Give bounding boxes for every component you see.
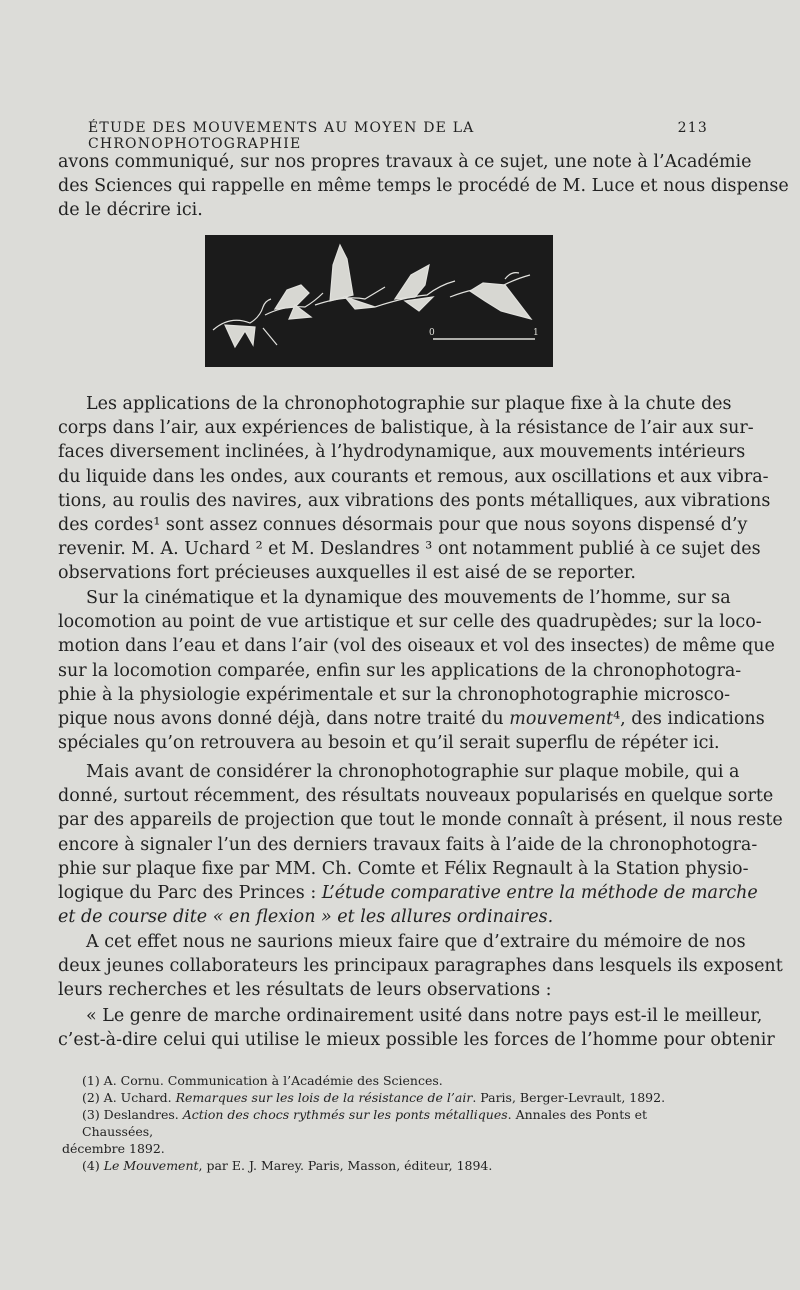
italic-run: et de course dite « en flexion » et les allures ordinaires. bbox=[58, 907, 554, 928]
text-run: , par E. J. Marey. Paris, Masson, éditeur, 1894. bbox=[198, 1158, 493, 1173]
text-line: encore à signaler l’un des derniers travaux faits à l’aide de la chronophotogra- bbox=[58, 834, 758, 855]
text-line: A cet effet nous ne saurions mieux faire que d’extraire du mémoire de nos bbox=[86, 932, 746, 952]
italic-run: Le Mouvement bbox=[103, 1158, 199, 1173]
text-line: phie à la physiologie expérimentale et sur la chronophotographie microsco- bbox=[58, 684, 731, 705]
chronophotograph-figure bbox=[205, 235, 553, 367]
footnote-4 bbox=[62, 1157, 722, 1174]
text-line bbox=[58, 707, 765, 731]
text-line: corps dans l’air, aux expériences de balistique, à la résistance de l’air aux sur- bbox=[58, 418, 754, 439]
text-line: « Le genre de marche ordinairement usité dans notre pays est-il le meilleur, bbox=[86, 1006, 763, 1026]
text-run: (3) Deslandres. bbox=[82, 1107, 183, 1122]
footnote-2 bbox=[62, 1089, 722, 1106]
text-line: revenir. M. A. Uchard ² et M. Deslandres ³ ont notamment publié à ce sujet des bbox=[58, 539, 761, 560]
footnote-3-continuation: décembre 1892. bbox=[62, 1141, 165, 1156]
text-run: (2) A. Uchard. bbox=[82, 1090, 176, 1105]
running-title: ÉTUDE DES MOUVEMENTS AU MOYEN DE LA CHRONOPHOTOGRAPHIE bbox=[88, 120, 475, 152]
text-line: motion dans l’eau et dans l’air (vol des oiseaux et vol des insectes) de même que bbox=[58, 636, 775, 657]
italic-run: Remarques sur les lois de la résistance de l’air bbox=[175, 1090, 473, 1105]
paragraph-a-cet-effet bbox=[58, 930, 783, 1003]
footnote-3 bbox=[62, 1106, 722, 1140]
text-line: du liquide dans les ondes, aux courants et remous, aux oscillations et aux vibra- bbox=[58, 466, 769, 487]
text-run: logique du Parc des Princes : bbox=[58, 883, 322, 904]
intro-paragraph bbox=[58, 150, 789, 223]
paragraph-cinematique bbox=[58, 586, 775, 755]
scale-end-label: 1 bbox=[533, 328, 539, 338]
text-run: ⁴, des indications bbox=[613, 709, 765, 730]
text-line bbox=[58, 881, 758, 905]
text-line: sur la locomotion comparée, enfin sur les applications de la chronophotogra- bbox=[58, 660, 742, 681]
text-line: donné, surtout récemment, des résultats nouveaux popularisés en quelque sorte bbox=[58, 786, 774, 807]
text-line: tions, au roulis des navires, aux vibrations des ponts métalliques, aux vibrations bbox=[58, 490, 771, 511]
text-line: spéciales qu’on retrouvera au besoin et qu’il serait superflu de répéter ici. bbox=[58, 733, 720, 754]
running-header bbox=[88, 120, 708, 152]
scale-start-label: 0 bbox=[429, 328, 435, 338]
text-run: . Paris, Berger-Levrault, 1892. bbox=[472, 1090, 666, 1105]
page-number: 213 bbox=[677, 120, 708, 136]
text-line bbox=[58, 905, 712, 929]
footnote-1: (1) A. Cornu. Communication à l’Académie des Sciences. bbox=[82, 1073, 443, 1088]
text-line: Les applications de la chronophotographie sur plaque fixe à la chute des bbox=[86, 394, 732, 414]
text-run: . Annales des Ponts et Chaussées, bbox=[82, 1107, 648, 1139]
footnotes bbox=[62, 1072, 722, 1174]
text-line: faces diversement inclinées, à l’hydrodynamique, aux mouvements intérieurs bbox=[58, 442, 746, 463]
text-line: locomotion au point de vue artistique et sur celle des quadrupèdes; sur la loco- bbox=[58, 612, 762, 633]
text-line: c’est-à-dire celui qui utilise le mieux possible les forces de l’homme pour obtenir bbox=[58, 1030, 775, 1051]
text-line: par des appareils de projection que tout le monde connaît à présent, il nous reste bbox=[58, 810, 783, 831]
text-line: des cordes¹ sont assez connues désormais pour que nous soyons dispensé d’y bbox=[58, 515, 748, 536]
text-line: des Sciences qui rappelle en même temps le procédé de M. Luce et nous dispense bbox=[58, 176, 789, 197]
italic-run: mouvement bbox=[509, 709, 614, 730]
text-line: de le décrire ici. bbox=[58, 200, 203, 221]
paragraph-mais-avant bbox=[58, 760, 783, 929]
paragraph-applications bbox=[58, 392, 771, 586]
italic-run: L’étude comparative entre la méthode de marche bbox=[321, 883, 758, 904]
text-line: phie sur plaque fixe par MM. Ch. Comte et Félix Regnault à la Station physio- bbox=[58, 858, 749, 879]
text-line: Mais avant de considérer la chronophotographie sur plaque mobile, qui a bbox=[86, 762, 740, 782]
text-line: Sur la cinématique et la dynamique des mouvements de l’homme, sur sa bbox=[86, 588, 731, 608]
heron-flight-image bbox=[205, 235, 553, 367]
text-run: pique nous avons donné déjà, dans notre traité du bbox=[58, 709, 510, 730]
text-run: (4) bbox=[82, 1158, 104, 1173]
text-line: deux jeunes collaborateurs les principaux paragraphes dans lesquels ils exposent bbox=[58, 956, 783, 977]
text-line: observations fort précieuses auxquelles il est aisé de se reporter. bbox=[58, 563, 636, 584]
italic-run: Action des chocs rythmés sur les ponts métalliques bbox=[182, 1107, 508, 1122]
text-line: avons communiqué, sur nos propres travaux à ce sujet, une note à l’Académie bbox=[58, 152, 752, 172]
text-line: leurs recherches et les résultats de leurs observations : bbox=[58, 980, 552, 1001]
paragraph-quotation bbox=[58, 1004, 775, 1052]
